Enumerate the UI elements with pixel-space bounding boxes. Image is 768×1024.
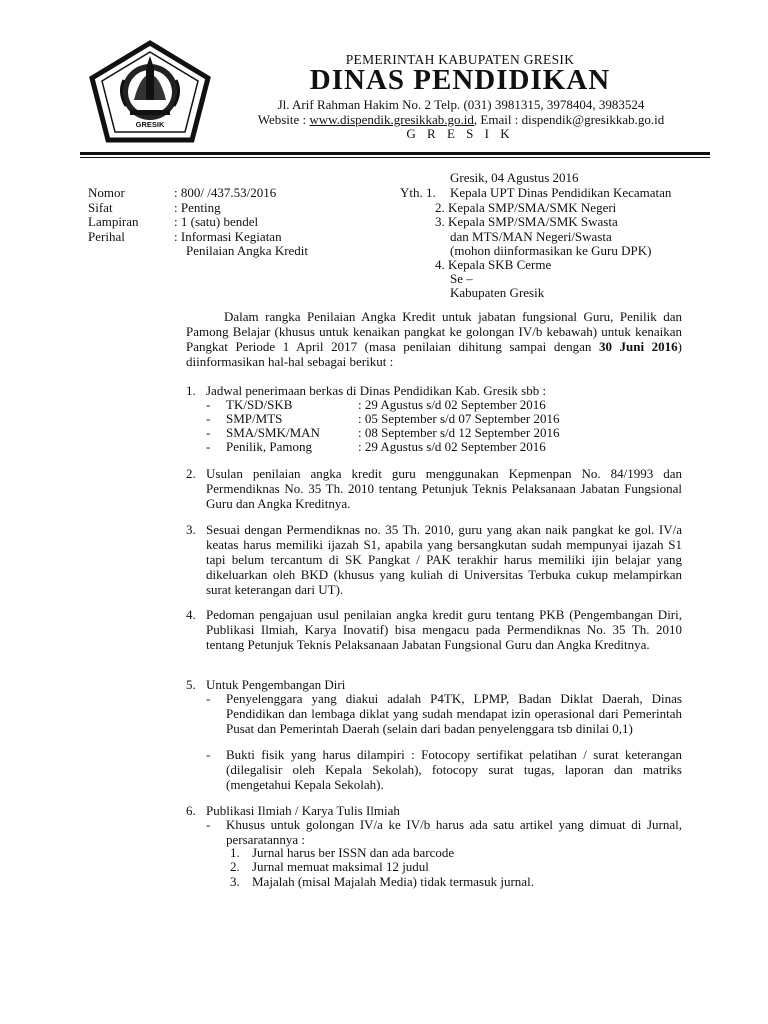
- sub-dash: -: [206, 691, 211, 706]
- recipient-line: (mohon diinformasikan ke Guru DPK): [450, 243, 652, 258]
- meta-value: : Informasi Kegiatan: [174, 229, 282, 244]
- meta-label: Lampiran: [88, 214, 139, 229]
- requirement-number: 1.: [230, 845, 240, 860]
- schedule-level: TK/SD/SKB: [226, 397, 293, 412]
- sub-item-text: Bukti fisik yang harus dilampiri : Fotocopy sertifikat pelatihan / surat keterangan (dilegalisir oleh Kepala Sekolah), fotocopy surat tugas, laporan dan matriks (mengetahui Kepala Sekolah).: [226, 747, 682, 792]
- item-text: Untuk Pengembangan Diri: [206, 677, 346, 692]
- header-divider-thin: [80, 157, 710, 158]
- gresik-regency-emblem: [88, 40, 212, 144]
- meta-value: : Penting: [174, 200, 221, 215]
- sub-dash: -: [206, 747, 211, 762]
- item-text: Usulan penilaian angka kredit guru menggunakan Kepmenpan No. 84/1993 dan Permendiknas No. 35 Th. 2010 tentang Petunjuk Teknis Pelaksanaan Jabatan Fungsional Guru dan Angka Kreditnya.: [206, 466, 682, 511]
- requirement-text: Majalah (misal Majalah Media) tidak termasuk jurnal.: [252, 874, 534, 889]
- meta-label: Perihal: [88, 229, 125, 244]
- schedule-date: : 29 Agustus s/d 02 September 2016: [358, 397, 546, 412]
- schedule-level: Penilik, Pamong: [226, 439, 312, 454]
- schedule-dash: -: [206, 411, 211, 426]
- sub-item-text: Khusus untuk golongan IV/a ke IV/b harus ada satu artikel yang dimuat di Jurnal, persaratannya :: [226, 817, 682, 847]
- item-number: 6.: [186, 803, 196, 818]
- requirement-text: Jurnal harus ber ISSN dan ada barcode: [252, 845, 455, 860]
- schedule-date: : 05 September s/d 07 September 2016: [358, 411, 560, 426]
- item-number: 2.: [186, 466, 196, 481]
- city-name: G R E S I K: [406, 126, 514, 141]
- schedule-date: : 29 Agustus s/d 02 September 2016: [358, 439, 546, 454]
- office-name: DINAS PENDIDIKAN: [309, 64, 611, 96]
- requirement-number: 3.: [230, 874, 240, 889]
- item-number: 1.: [186, 383, 196, 398]
- recipient-line: 3. Kepala SMP/SMA/SMK Swasta: [435, 214, 618, 229]
- meta-value: Penilaian Angka Kredit: [186, 243, 309, 258]
- item-number: 3.: [186, 522, 196, 537]
- sub-item-text: Penyelenggara yang diakui adalah P4TK, LPMP, Badan Diklat Daerah, Dinas Pendidikan dan lembaga diklat yang sudah mendapat izin operasional dari Pemerintah Pusat dan Pemerintah Daerah (selain dari badan penyelenggara tsb dinilai 0,1): [226, 691, 682, 736]
- office-address: Jl. Arif Rahman Hakim No. 2 Telp. (031) 3981315, 3978404, 3983524: [277, 97, 645, 112]
- meta-label: Sifat: [88, 200, 113, 215]
- requirement-number: 2.: [230, 859, 240, 874]
- letter-date: Gresik, 04 Agustus 2016: [450, 170, 579, 185]
- intro-text: Dalam rangka Penilaian Angka Kredit untuk jabatan fungsional Guru, Penilik dan Pamong Belajar (khusus untuk kenaikan pangkat ke golongan IV/b kebawah) untuk kenaikan Pangkat Periode 1 April 2017 (masa penilaian dihitung sampai dengan: [186, 309, 682, 354]
- sub-dash: -: [206, 817, 211, 832]
- item-text: Publikasi Ilmiah / Karya Tulis Ilmiah: [206, 803, 400, 818]
- intro-deadline: 30 Juni 2016: [598, 339, 678, 354]
- meta-value: : 1 (satu) bendel: [174, 214, 259, 229]
- website-label: Website :: [257, 112, 310, 127]
- schedule-level: SMP/MTS: [226, 411, 283, 426]
- recipient-line: Kepala UPT Dinas Pendidikan Kecamatan: [450, 185, 672, 200]
- schedule-dash: -: [206, 425, 211, 440]
- requirement-text: Jurnal memuat maksimal 12 judul: [252, 859, 429, 874]
- item-number: 5.: [186, 677, 196, 692]
- website-link[interactable]: www.dispendik.gresikkab.go.id: [309, 112, 474, 127]
- item-text: Sesuai dengan Permendiknas no. 35 Th. 2010, guru yang akan naik pangkat ke gol. IV/a keatas harus memiliki ijazah S1, apabila yang bersangkutan sudah mempunyai ijazah S1 tapi belum tercantum di SK Pangkat / PAK terakhir harus memiliki ijin belajar yang dikeluarkan oleh BKD (khusus yang kuliah di Universitas Terbuka cukup melampirkan surat keterangan dari UT).: [206, 522, 682, 597]
- email-text: , Email : dispendik@gresikkab.go.id: [473, 112, 665, 127]
- recipient-line: 2. Kepala SMP/SMA/SMK Negeri: [435, 200, 617, 215]
- recipient-prefix: Yth. 1.: [400, 185, 436, 200]
- intro-paragraph: [186, 309, 682, 369]
- meta-label: Nomor: [88, 185, 125, 200]
- item-text: Pedoman pengajuan usul penilaian angka kredit guru tentang PKB (Pengembangan Diri, Publikasi Ilmiah, Karya Inovatif) bisa mengacu pada Permendiknas No. 35 Th. 2010 tentang Petunjuk Teknis Pelaksanaan Jabatan Fungsional Guru dan Angka Kreditnya.: [206, 607, 682, 652]
- recipient-line: dan MTS/MAN Negeri/Swasta: [450, 229, 612, 244]
- recipient-line: 4. Kepala SKB Cerme: [435, 257, 552, 272]
- schedule-date: : 08 September s/d 12 September 2016: [358, 425, 560, 440]
- intro-text: ) diinformasikan hal-hal sebagai berikut :: [186, 339, 682, 369]
- recipient-line: Se –: [450, 271, 473, 286]
- schedule-dash: -: [206, 397, 211, 412]
- schedule-dash: -: [206, 439, 211, 454]
- recipient-line: Kabupaten Gresik: [450, 285, 545, 300]
- meta-value: : 800/ /437.53/2016: [174, 185, 277, 200]
- item-text: Jadwal penerimaan berkas di Dinas Pendidikan Kab. Gresik sbb :: [206, 383, 547, 398]
- emblem-label: GRESIK: [135, 120, 165, 129]
- item-number: 4.: [186, 607, 196, 622]
- header-divider-thick: [80, 152, 710, 155]
- government-name: PEMERINTAH KABUPATEN GRESIK: [345, 52, 575, 67]
- schedule-level: SMA/SMK/MAN: [226, 425, 320, 440]
